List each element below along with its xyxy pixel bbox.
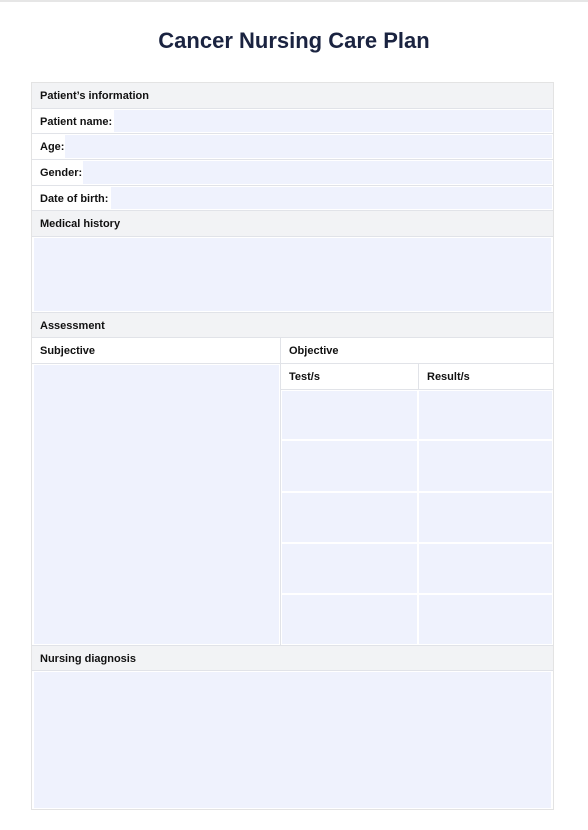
objective-header xyxy=(280,338,553,364)
gender-input[interactable] xyxy=(83,161,552,184)
objective-label: Objective xyxy=(289,345,339,357)
test-input-1[interactable] xyxy=(282,391,417,439)
subjective-input[interactable] xyxy=(34,365,279,644)
age-row xyxy=(32,134,553,160)
patient-name-row xyxy=(32,109,553,134)
dob-row xyxy=(32,186,553,211)
gender-row xyxy=(32,160,553,186)
age-label: Age: xyxy=(40,141,65,153)
top-divider xyxy=(0,0,588,2)
test-input-2[interactable] xyxy=(282,441,417,491)
subjective-label: Subjective xyxy=(40,345,96,357)
gender-label: Gender: xyxy=(40,167,83,179)
patient-name-input[interactable] xyxy=(114,110,552,132)
result-input-1[interactable] xyxy=(419,391,552,439)
result-input-4[interactable] xyxy=(419,544,552,593)
section-nursing-diagnosis xyxy=(32,645,553,671)
column-divider xyxy=(280,364,281,645)
dob-label: Date of birth: xyxy=(40,193,109,205)
section-patient-info xyxy=(32,83,553,109)
care-plan-form xyxy=(31,82,554,810)
section-assessment xyxy=(32,312,553,338)
section-label: Patient’s information xyxy=(40,90,149,102)
patient-name-label: Patient name: xyxy=(40,116,113,128)
test-input-3[interactable] xyxy=(282,493,417,542)
result-input-2[interactable] xyxy=(419,441,552,491)
test-input-5[interactable] xyxy=(282,595,417,644)
test-input-4[interactable] xyxy=(282,544,417,593)
section-medical-history xyxy=(32,211,553,237)
tests-label: Test/s xyxy=(289,371,320,383)
subjective-header xyxy=(32,338,280,364)
dob-input[interactable] xyxy=(111,187,552,209)
result-input-5[interactable] xyxy=(419,595,552,644)
section-label: Nursing diagnosis xyxy=(40,653,136,665)
medical-history-input[interactable] xyxy=(34,238,551,311)
results-header xyxy=(418,364,553,390)
page-title: Cancer Nursing Care Plan xyxy=(158,28,430,53)
result-input-3[interactable] xyxy=(419,493,552,542)
results-label: Result/s xyxy=(427,371,470,383)
section-label: Assessment xyxy=(40,320,105,332)
age-input[interactable] xyxy=(65,135,552,158)
nursing-diagnosis-input[interactable] xyxy=(34,672,551,808)
section-label: Medical history xyxy=(40,218,121,230)
tests-header xyxy=(280,364,418,390)
